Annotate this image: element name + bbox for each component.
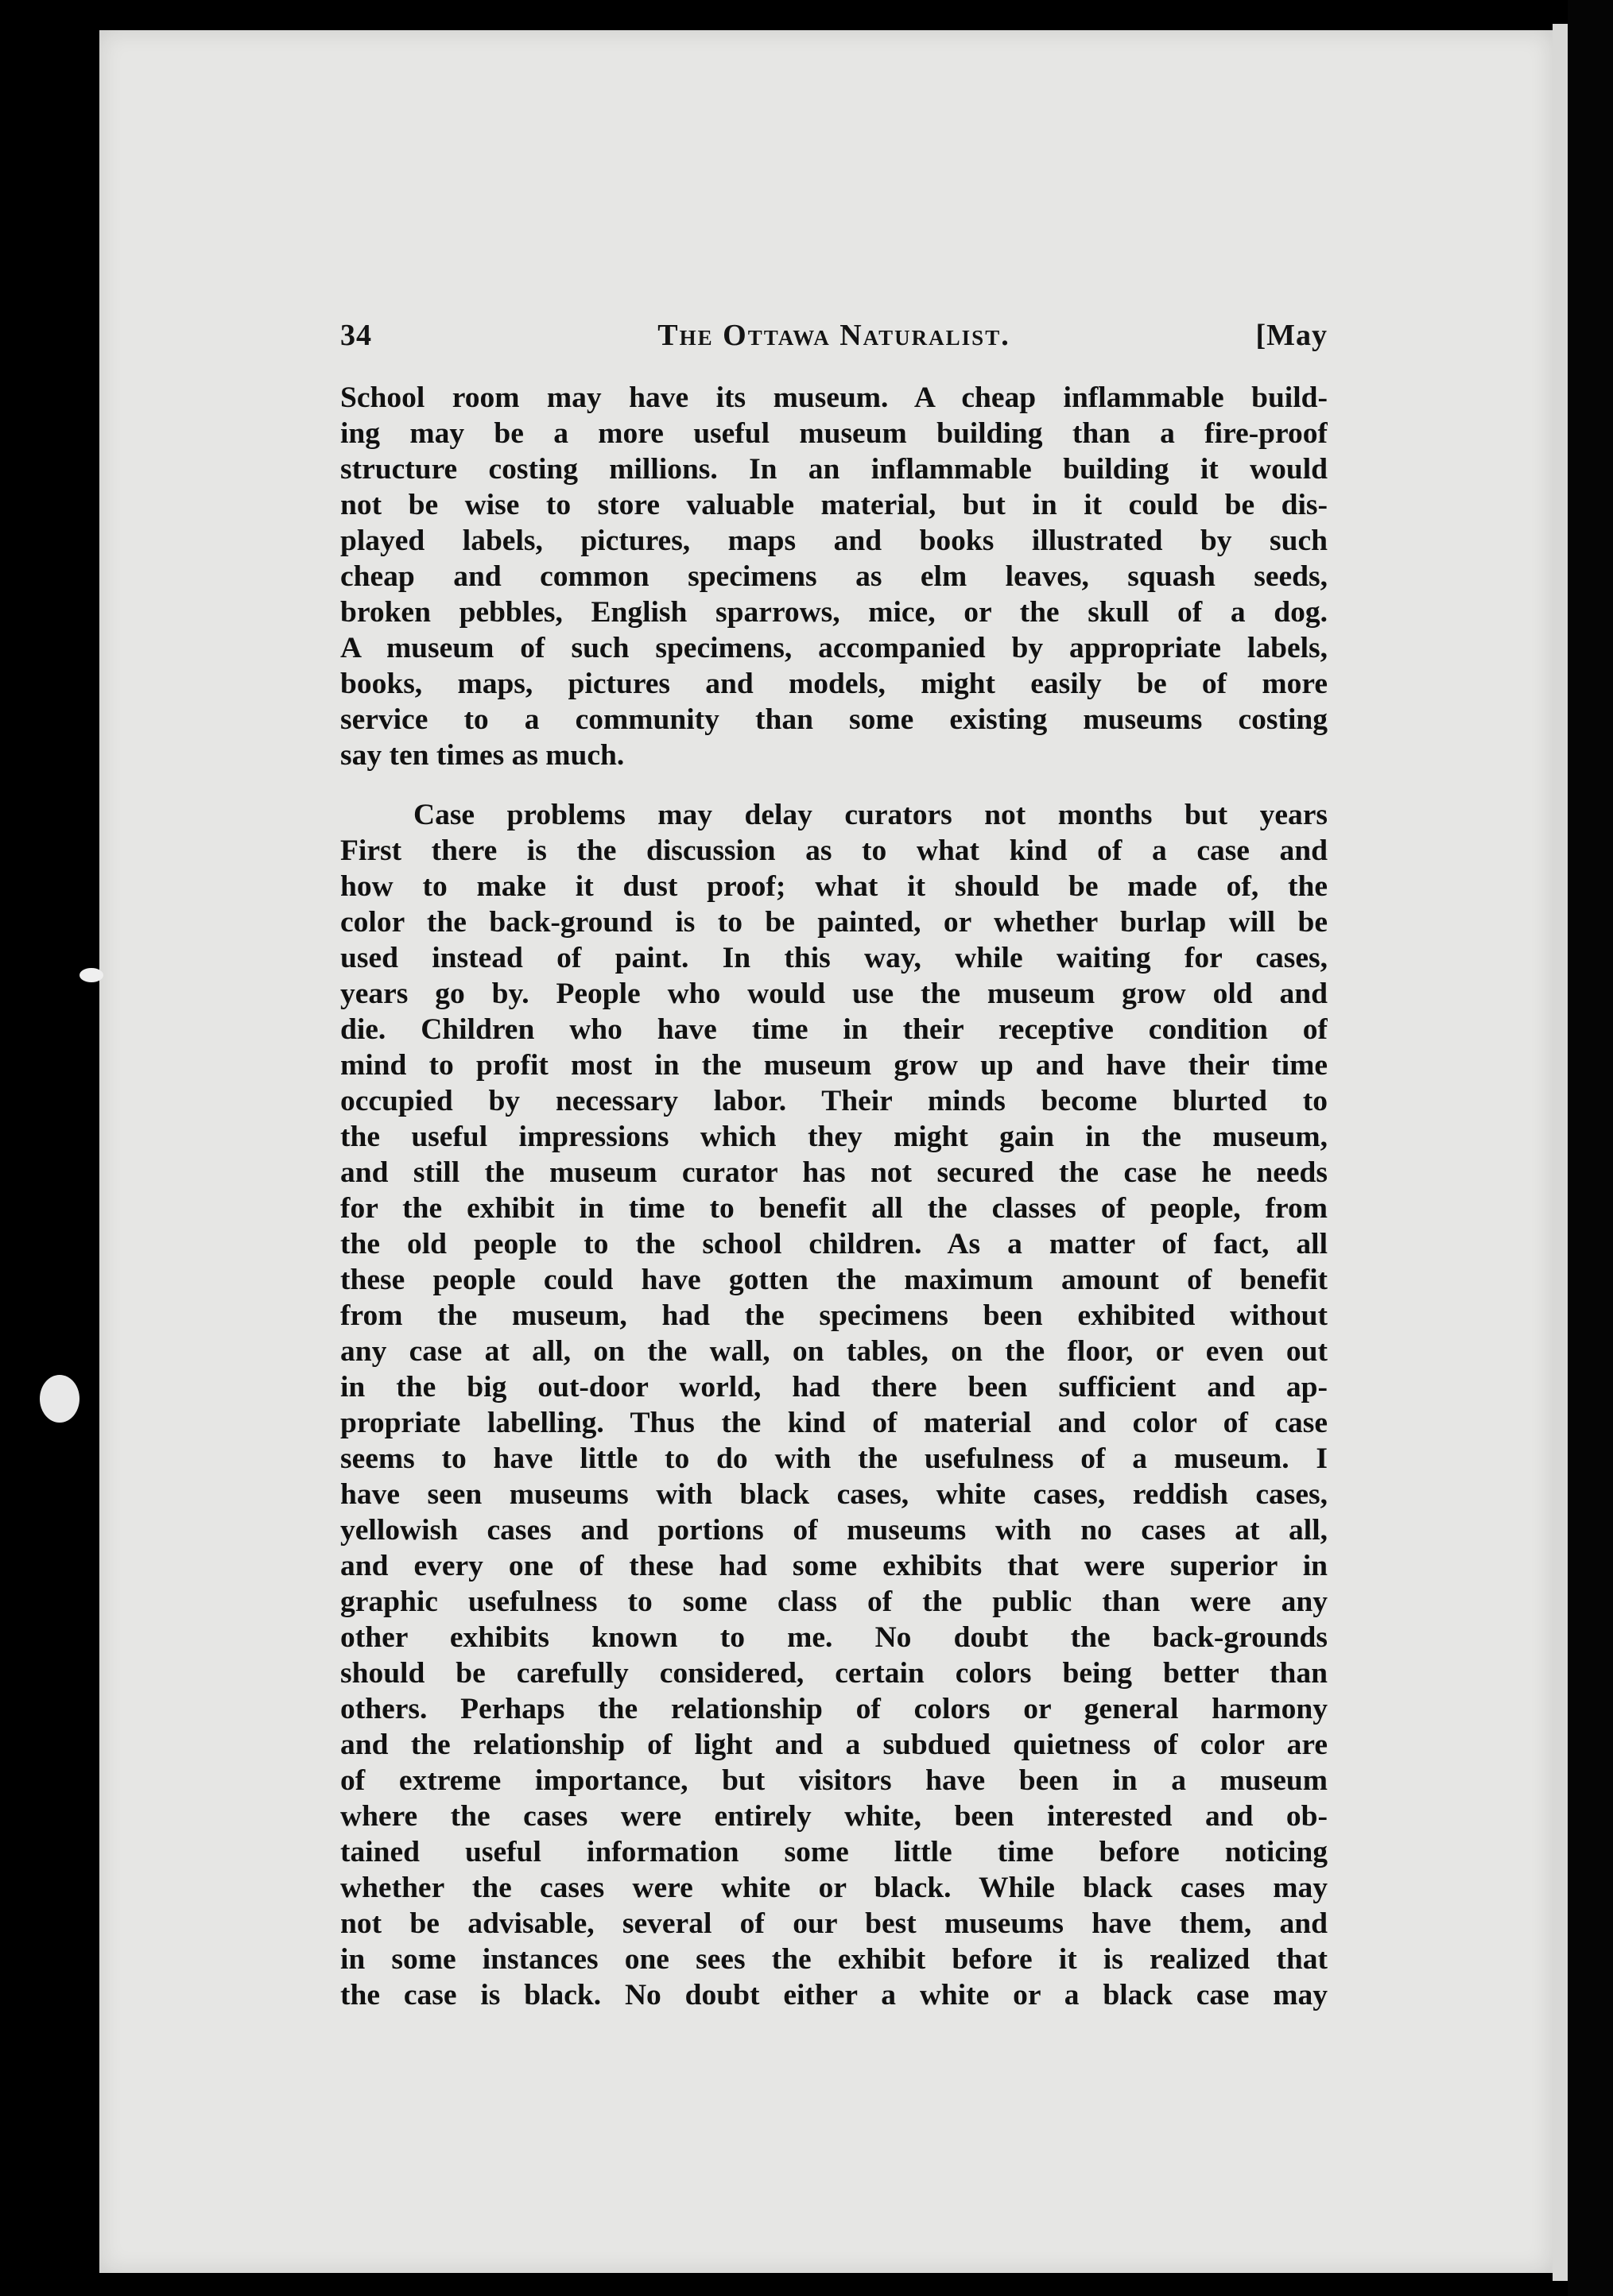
text-line: and the relationship of light and a subdued quietness of color are [340,1729,1328,1761]
text-line: say ten times as much. [340,739,625,772]
text-line: these people could have gotten the maximum amount of benefit [340,1264,1328,1296]
article-body [340,380,1328,2013]
text-line: yellowish cases and portions of museums with no cases at all, [340,1514,1328,1547]
text-line: the old people to the school children. As a matter of fact, all [340,1228,1328,1260]
text-line: mind to profit most in the museum grow up and have their time [340,1049,1328,1082]
text-line: A museum of such specimens, accompanied by appropriate labels, [340,632,1328,664]
text-line: the useful impressions which they might gain in the museum, [340,1121,1328,1153]
text-line: Case problems may delay curators not months but years [413,799,1328,831]
text-line: others. Perhaps the relationship of colors or general harmony [340,1693,1328,1725]
text-line: service to a community than some existing museums costing [340,703,1328,736]
scan-blemish [79,968,103,982]
text-line: ing may be a more useful museum building than a fire-proof [340,417,1328,450]
scan-blemish [40,1375,79,1423]
text-line: of extreme importance, but visitors have been in a museum [340,1764,1328,1797]
text-line: how to make it dust proof; what it should be made of, the [340,870,1328,903]
text-line: in the big out-door world, had there been sufficient and ap- [340,1371,1328,1404]
text-line: First there is the discussion as to what kind of a case and [340,834,1328,867]
paragraph-gap [340,773,1328,797]
text-line: and still the museum curator has not secured the case he needs [340,1156,1328,1189]
text-line: and every one of these had some exhibits that were superior in [340,1550,1328,1582]
journal-title: The Ottawa Naturalist. [657,319,1010,352]
text-line: for the exhibit in time to benefit all the classes of people, from [340,1192,1328,1225]
text-line: broken pebbles, English sparrows, mice, or the skull of a dog. [340,596,1328,629]
text-line: whether the cases were white or black. While black cases may [340,1872,1328,1904]
text-line: have seen museums with black cases, white cases, reddish cases, [340,1478,1328,1511]
text-line: graphic usefulness to some class of the public than were any [340,1586,1328,1618]
page-gutter-shadow [1568,0,1613,2296]
text-line: School room may have its museum. A cheap inflammable build- [340,381,1328,414]
text-line: color the back-ground is to be painted, or whether burlap will be [340,906,1328,939]
text-line: the case is black. No doubt either a white or a black case may [340,1979,1328,2011]
text-line: where the cases were entirely white, been interested and ob- [340,1800,1328,1833]
text-line: propriate labelling. Thus the kind of material and color of case [340,1407,1328,1439]
text-line: other exhibits known to me. No doubt the back-grounds [340,1621,1328,1654]
text-line: used instead of paint. In this way, while waiting for cases, [340,942,1328,974]
text-line: in some instances one sees the exhibit before it is realized that [340,1943,1328,1976]
text-line: die. Children who have time in their receptive condition of [340,1013,1328,1046]
issue-month: [May [1255,319,1328,352]
page-number: 34 [340,319,372,352]
text-line: any case at all, on the wall, on tables, on the floor, or even out [340,1335,1328,1368]
text-line: should be carefully considered, certain colors being better than [340,1657,1328,1690]
text-line: not be wise to store valuable material, but in it could be dis- [340,489,1328,521]
text-line: occupied by necessary labor. Their minds become blurted to [340,1085,1328,1117]
text-line: books, maps, pictures and models, might easily be of more [340,668,1328,700]
text-line: cheap and common specimens as elm leaves, squash seeds, [340,560,1328,593]
running-header [340,318,1328,366]
text-line: structure costing millions. In an inflammable building it would [340,453,1328,486]
text-line: years go by. People who would use the museum grow old and [340,978,1328,1010]
text-line: played labels, pictures, maps and books illustrated by such [340,525,1328,557]
text-line: from the museum, had the specimens been exhibited without [340,1299,1328,1332]
text-line: tained useful information some little time before noticing [340,1836,1328,1868]
text-line: seems to have little to do with the usefulness of a museum. I [340,1442,1328,1475]
text-line: not be advisable, several of our best museums have them, and [340,1907,1328,1940]
